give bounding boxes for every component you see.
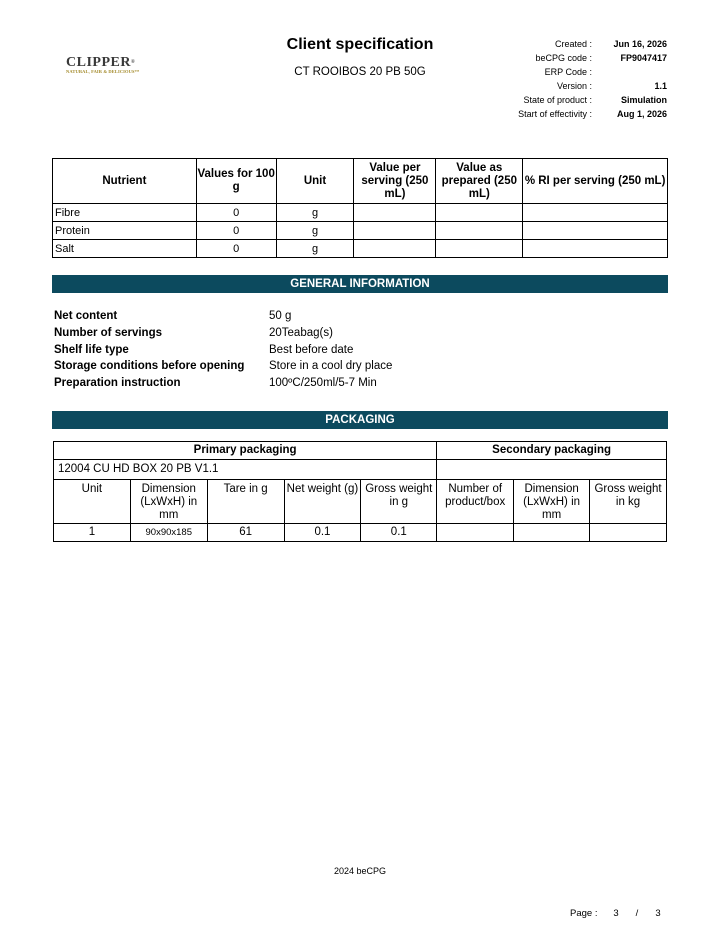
table-cell [437, 524, 514, 542]
meta-label: Created : [554, 39, 592, 49]
table-cell: 0.1 [361, 524, 437, 542]
meta-label: ERP Code : [544, 67, 592, 77]
table-cell [514, 524, 590, 542]
footer-copyright: 2024 beCPG [333, 866, 387, 876]
table-row [53, 222, 668, 240]
info-label: Net content [54, 310, 118, 322]
info-row-shelf-life [54, 342, 392, 359]
meta-row-version [505, 79, 670, 93]
packaging-band: PACKAGING [52, 411, 668, 429]
secondary-packaging-header: Secondary packaging [437, 442, 667, 460]
meta-value [592, 65, 667, 79]
info-label: Storage conditions before opening [54, 360, 245, 373]
column-header: Dimension (LxWxH) in mm [514, 480, 590, 524]
table-cell: 0 [196, 240, 276, 258]
meta-label: State of product : [523, 95, 592, 105]
general-information-list [54, 308, 392, 392]
meta-label: Version : [556, 81, 592, 91]
column-header: Unit [276, 159, 354, 204]
page-current: 3 [613, 908, 619, 919]
column-header: Gross weight in g [361, 480, 437, 524]
column-header: Value as prepared (250 mL) [436, 159, 523, 204]
page-label: Page : [570, 908, 598, 919]
table-cell [590, 524, 667, 542]
table-cell [523, 222, 668, 240]
column-header: % RI per serving (250 mL) [523, 159, 668, 204]
logo-tagline: NATURAL, FAIR & DELICIOUS™ [66, 69, 140, 74]
table-row [54, 524, 667, 542]
logo-brand: CLIPPER [66, 55, 131, 70]
info-label: Number of servings [54, 326, 162, 339]
column-header: Unit [54, 480, 131, 524]
table-cell: Fibre [53, 204, 197, 222]
info-row-storage [54, 358, 392, 375]
meta-value: 1.1 [654, 81, 667, 91]
logo-mark: ® [130, 60, 136, 65]
info-row-servings [54, 325, 392, 342]
table-cell: Protein [53, 222, 197, 240]
info-label: Shelf life type [54, 343, 129, 356]
meta-value: Aug 1, 2026 [616, 109, 667, 119]
page-indicator [570, 908, 668, 919]
table-cell: g [276, 204, 354, 222]
column-header: Number of product/box [437, 480, 514, 524]
table-cell [354, 240, 436, 258]
table-cell: 0.1 [284, 524, 361, 542]
secondary-packaging-name [437, 460, 667, 480]
table-cell [436, 240, 523, 258]
meta-label: beCPG code : [535, 53, 592, 63]
column-header: Value per serving (250 mL) [354, 159, 436, 204]
table-cell [354, 204, 436, 222]
table-row [53, 240, 668, 258]
packaging-table [53, 441, 667, 542]
info-value: 50 g [269, 310, 292, 322]
primary-packaging-name: 12004 CU HD BOX 20 PB V1.1 [54, 460, 437, 480]
table-cell: g [276, 222, 354, 240]
info-label: Preparation instruction [54, 377, 181, 390]
info-value: Best before date [269, 343, 354, 356]
nutrition-table [52, 158, 668, 258]
table-cell [436, 222, 523, 240]
table-cell [523, 204, 668, 222]
meta-row-start-effectivity [505, 107, 670, 121]
table-cell: 0 [196, 204, 276, 222]
column-header: Gross weight in kg [590, 480, 667, 524]
table-row [53, 204, 668, 222]
table-header-row [53, 159, 668, 204]
info-value: Store in a cool dry place [269, 360, 393, 373]
column-header: Values for 100 g [196, 159, 276, 204]
table-cell [436, 204, 523, 222]
packaging-group-header-row [54, 442, 667, 460]
table-cell: 90x90x185 [130, 524, 207, 542]
meta-label: Start of effectivity : [518, 109, 592, 119]
table-cell: Salt [53, 240, 197, 258]
column-header: Net weight (g) [284, 480, 361, 524]
meta-info [505, 37, 670, 121]
clipper-logo [66, 56, 140, 74]
meta-row-erp-code [505, 65, 670, 79]
table-cell [354, 222, 436, 240]
column-header: Dimension (LxWxH) in mm [130, 480, 207, 524]
column-header: Tare in g [207, 480, 284, 524]
meta-row-state [505, 93, 670, 107]
page-separator: / [635, 908, 639, 919]
info-value: 100ºC/250ml/5-7 Min [269, 377, 377, 390]
meta-row-becpg-code [505, 51, 670, 65]
packaging-name-row [54, 460, 667, 480]
meta-value: Jun 16, 2026 [613, 39, 667, 49]
meta-value: Simulation [620, 95, 667, 105]
meta-row-created [505, 37, 670, 51]
packaging-column-header-row [54, 480, 667, 524]
meta-value: FP9047417 [620, 53, 667, 63]
info-row-preparation [54, 375, 392, 392]
table-cell: 61 [207, 524, 284, 542]
column-header: Nutrient [53, 159, 197, 204]
document-title: Client specification [286, 36, 434, 53]
general-information-band: GENERAL INFORMATION [52, 275, 668, 293]
table-cell: g [276, 240, 354, 258]
product-name: CT ROOIBOS 20 PB 50G [294, 66, 426, 78]
table-cell: 0 [196, 222, 276, 240]
primary-packaging-header: Primary packaging [54, 442, 437, 460]
page-total: 3 [655, 908, 661, 919]
info-value: 20Teabag(s) [269, 326, 333, 339]
table-cell: 1 [54, 524, 131, 542]
table-cell [523, 240, 668, 258]
info-row-net-content [54, 308, 392, 325]
